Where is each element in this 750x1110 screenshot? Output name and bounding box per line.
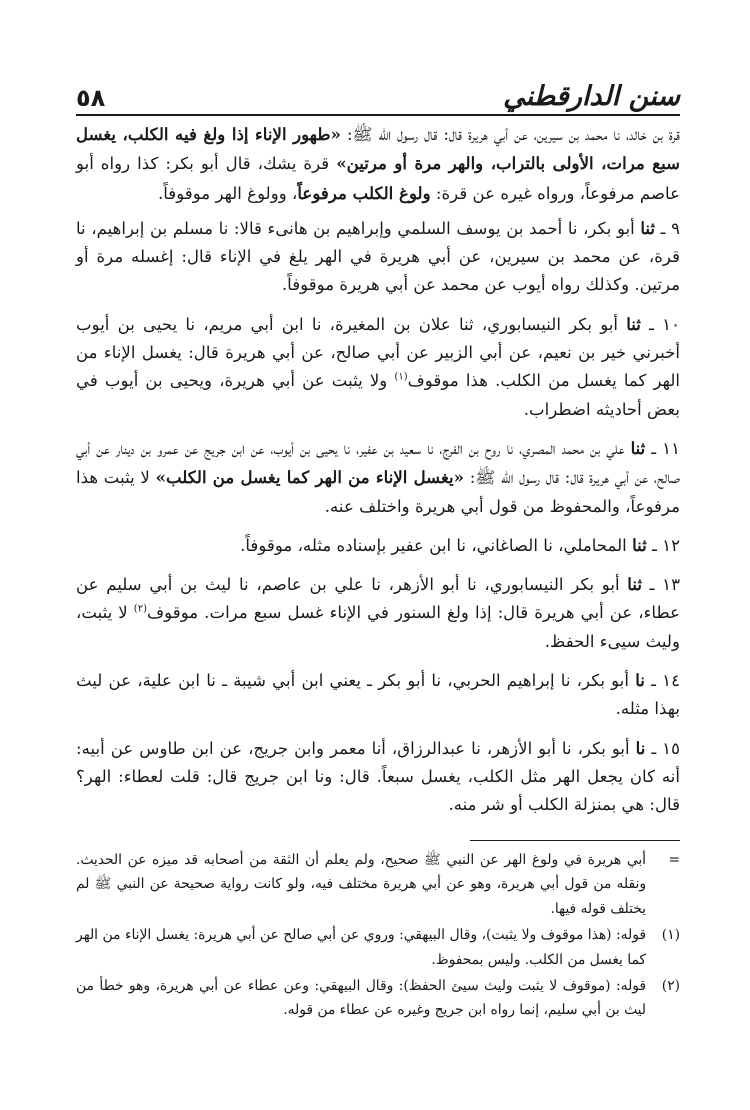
text-run: أبو بكر النيسابوري، نا أبو الأزهر، نا علي بن عاصم، نا ليث بن أبي سليم عن عطاء، عن أبي هريرة قال: إذا ولغ السنور في الإناء غسل سبع مرات. موقوف	[76, 575, 681, 623]
text-run: ١٢ ـ	[646, 535, 680, 555]
bold-text: «طهور الإناء إذا ولغ فيه الكلب، يغسل سبع مرات، الأولى بالتراب، والهر مرة أو مرتين»	[76, 124, 680, 174]
bold-text: نا	[635, 737, 646, 758]
text-run: ١١ ـ	[645, 438, 680, 458]
bold-text: ثنا	[626, 313, 641, 334]
text-run: أبو بكر النيسابوري، ثنا علان بن المغيرة، نا ابن أبي مريم، نا يحيى بن أيوب أخبرني خير بن نعيم، عن أبي الزبير عن أبي صالح، عن أبي هريرة قال: يغسل الإناء من الهر كما يغسل من الكلب. هذا موقوف	[76, 314, 680, 391]
footnotes	[76, 848, 680, 1023]
text-run: المحاملي، نا الصاغاني، نا ابن عفير بإسناده مثله، موقوفاً.	[240, 535, 633, 555]
text-run: ولا يثبت عن أبي هريرة، ويحيى بن أيوب في بعض أحاديثه اضطراب.	[76, 371, 680, 419]
paragraph	[76, 434, 680, 521]
bold-text: ثنا	[630, 437, 646, 458]
text-run: قرة يشك، قال أبو بكر: كذا رواه أبو عاصم مرفوعاً، ورواه غيره عن قرة:	[76, 154, 680, 203]
paragraph	[76, 531, 680, 560]
text-run: ١٠ ـ	[640, 314, 680, 334]
header-rule	[76, 114, 680, 116]
paragraph	[76, 214, 680, 300]
text-run: ١٤ ـ	[644, 671, 680, 691]
text-run: ١٥ ـ	[645, 738, 680, 758]
footnote	[76, 923, 680, 972]
text-run: ، وولوغ الهر موقوفاً.	[157, 183, 298, 203]
footnote-text: قوله: (هذا موقوف ولا يثبت)، وقال البيهقي: وروي عن أبي صالح عن أبي هريرة: يغسل الإناء من الهر كما يغسل من الكلب. وليس بمحفوظ.	[76, 927, 646, 968]
main-text	[76, 120, 680, 820]
text-run: لا يثبت هذا مرفوعاً، والمحفوظ من قول أبي هريرة واختلف عنه.	[76, 468, 680, 516]
bold-text: «يغسل الإناء من الهر كما يغسل من الكلب»	[155, 467, 464, 488]
footnote-text: قوله: (موقوف لا يثبت وليث سيئ الحفظ): وقال البيهقي: وعن عطاء عن أبي هريرة، وهو خطأ من ليث بن أبي سليم، إنما رواه ابن جريج وغيره عن عطاء من قوله.	[76, 978, 646, 1019]
book-title: سنن الدارقطني	[503, 81, 680, 112]
paragraph	[76, 734, 680, 820]
paragraph	[76, 570, 680, 656]
footnote-reference[interactable]: (٢)	[133, 603, 147, 615]
footnote-mark: =	[668, 852, 680, 868]
bold-text: ولوغ الكلب مرفوعاً	[297, 182, 431, 203]
bold-text: ثنا	[632, 534, 647, 555]
page-number: ٥٨	[76, 84, 106, 112]
text-run: ٩ ـ	[655, 218, 680, 238]
text-run: أبو بكر، نا أحمد بن يوسف السلمي وإبراهيم بن هانىء قالا: نا مسلم بن إبراهيم، نا قرة، عن محمد بن سيرين، عن أبي هريرة في الهر يلغ في الإناء قال: إغسله مرة أو مرتين. وكذلك رواه أيوب عن محمد عن أبي هريرة موقوفاً.	[76, 218, 680, 295]
bold-text: ثنا	[640, 217, 656, 238]
text-run: قرة بن خالد، نا محمد بن سيرين، عن أبي هريرة قال: قال رسول الله ﷺ:	[340, 125, 680, 144]
page-header	[76, 66, 680, 110]
footnote-reference[interactable]: (١)	[394, 371, 408, 383]
text-run: علي بن محمد المصري، نا روح بن الفرج، نا سعيد بن عفير، نا يحيى بن أيوب، عن ابن جريج عن عمرو بن دينار عن أبي صالح، عن أبي هريرة قال: قال رسول الله ﷺ:	[76, 438, 680, 488]
footnote	[76, 974, 680, 1023]
footnote-text: أبي هريرة في ولوغ الهر عن النبي ﷺ صحيح، ولم يعلم أن الثقة من أصحابه قد ميزه عن الحديث. ونقله من قول أبي هريرة، وهو عن أبي هريرة مختلف فيه، ولو كانت رواية صحيحة عن النبي ﷺ لم يختلف قوله فيها.	[76, 852, 646, 917]
footnote-separator	[470, 840, 680, 841]
paragraph	[76, 310, 680, 424]
bold-text: نا	[635, 670, 645, 691]
bold-text: ثنا	[627, 574, 642, 595]
footnote-mark: (١)	[661, 927, 680, 944]
text-run: أبو بكر، نا إبراهيم الحربي، نا أبو بكر ـ يعني ابن أبي شيبة ـ نا ابن علية، عن ليث بهذا مثله.	[76, 671, 680, 719]
text-run: لا يثبت، وليث سيىء الحفظ.	[76, 603, 680, 651]
text-run: أبو بكر، نا أبو الأزهر، نا عبدالرزاق، أنا معمر وابن جريج، عن ابن طاوس عن أبيه: أنه كان يجعل الهر مثل الكلب، يغسل سبعاً. قال: ونا ابن جريج قال: قلت لعطاء: الهر؟ قال: هي بمنزلة الكلب أو شر منه.	[76, 738, 680, 815]
paragraph	[76, 666, 680, 724]
footnote	[76, 848, 680, 921]
text-run: ١٣ ـ	[641, 575, 680, 595]
footnote-mark: (٢)	[661, 978, 680, 995]
paragraph	[76, 120, 680, 208]
